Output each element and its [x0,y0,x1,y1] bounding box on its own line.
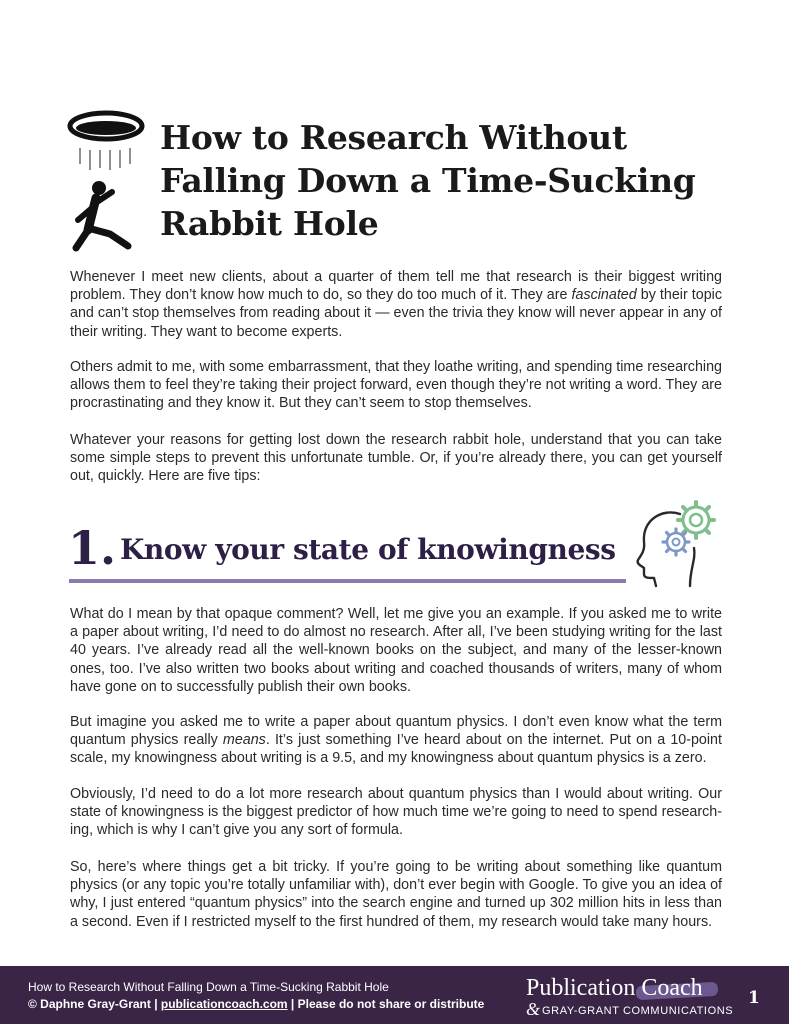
intro-paragraph-2: Others admit to me, with some embarrassment, that they loathe writing, and spending time researching allows them to feel they’re taking their project forward, even though they’re not writing a word. They are procrastinating and they know it. But they can’t seem to stop themselves. [70,359,722,412]
footer-title: How to Research Without Falling Down a Time-Sucking Rabbit Hole [28,980,389,994]
intro-paragraph-3: Whatever your reasons for getting lost down the research rabbit hole, understand that you can take some simple steps to prevent this unfortunate tumble. Or, if you’re already there, you can get yourself out, quickly. Here are five tips: [70,432,722,485]
section1-paragraph-1: What do I mean by that opaque comment? Well, let me give you an example. If you asked me to write a paper about writing, I’d need to do almost no research. After all, I’ve been studying writing for the last 40 years. I’ve already read all the well-known books on the subject, and many of the lesser-known ones, too. I’ve also written two books about writing and coached thousands of writers, many of whom have gone on to successfully publish their own books. [70,606,722,695]
section-heading: Know your state of knowingness [120,533,616,566]
intro-paragraph-1: Whenever I meet new clients, about a quarter of them tell me that research is their biggest writing problem. They don’t know how much to do, so they do too much of it. They are fascinated by their topic and can’t stop themselves from reading about it — even the trivia they know will never appear in any of their writing. They want to become experts. [70,269,722,340]
section1-paragraph-3: Obviously, I’d need to do a lot more research about quantum physics than I would about writing. Our state of knowingness is the biggest predictor of how much time we’re going to need to spend research-ing, which is why I can’t give you any sort of formula. [70,786,722,839]
falling-into-hole-icon [66,108,146,253]
section1-paragraph-2: But imagine you asked me to write a paper about quantum physics. I don’t even know what the term quantum physics really means. It’s just something I’ve heard about on the internet. Put on a 10-point scale, my knowingness about writing is a 9.5, and my knowingness about quantum physics is a zero. [70,714,722,767]
page-number: 1 [748,988,760,1008]
logo-subtitle: GRAY-GRANT COMMUNICATIONS [542,1005,734,1017]
section-number: 1. [68,521,117,575]
section1-paragraph-4: So, here’s where things get a bit tricky. If you’re going to be writing about something like quantum physics (or any topic you’re totally unfamiliar with), don’t ever begin with Google. To give you an idea of why, I just entered “quantum physics” into the search engine and turned up 302 million hits in less than a second. Even if I restricted myself to the first hundred of them, my research would take many hours. [70,859,722,930]
logo-main-text: Publication Coach [526,975,703,1001]
document-title: How to Research Without Falling Down a Time-Sucking Rabbit Hole [160,118,696,243]
publicationcoach-link[interactable]: publicationcoach.com [160,997,288,1011]
footer-copyright: © Daphne Gray-Grant | publicationcoach.com | Please do not share or distribute [28,997,485,1011]
section-divider [69,579,626,583]
footer-bar [0,966,789,1024]
blue-gear-icon [663,529,689,555]
head-gears-icon [634,498,724,588]
publication-coach-logo [524,974,734,1020]
logo-ampersand: & [526,999,541,1019]
